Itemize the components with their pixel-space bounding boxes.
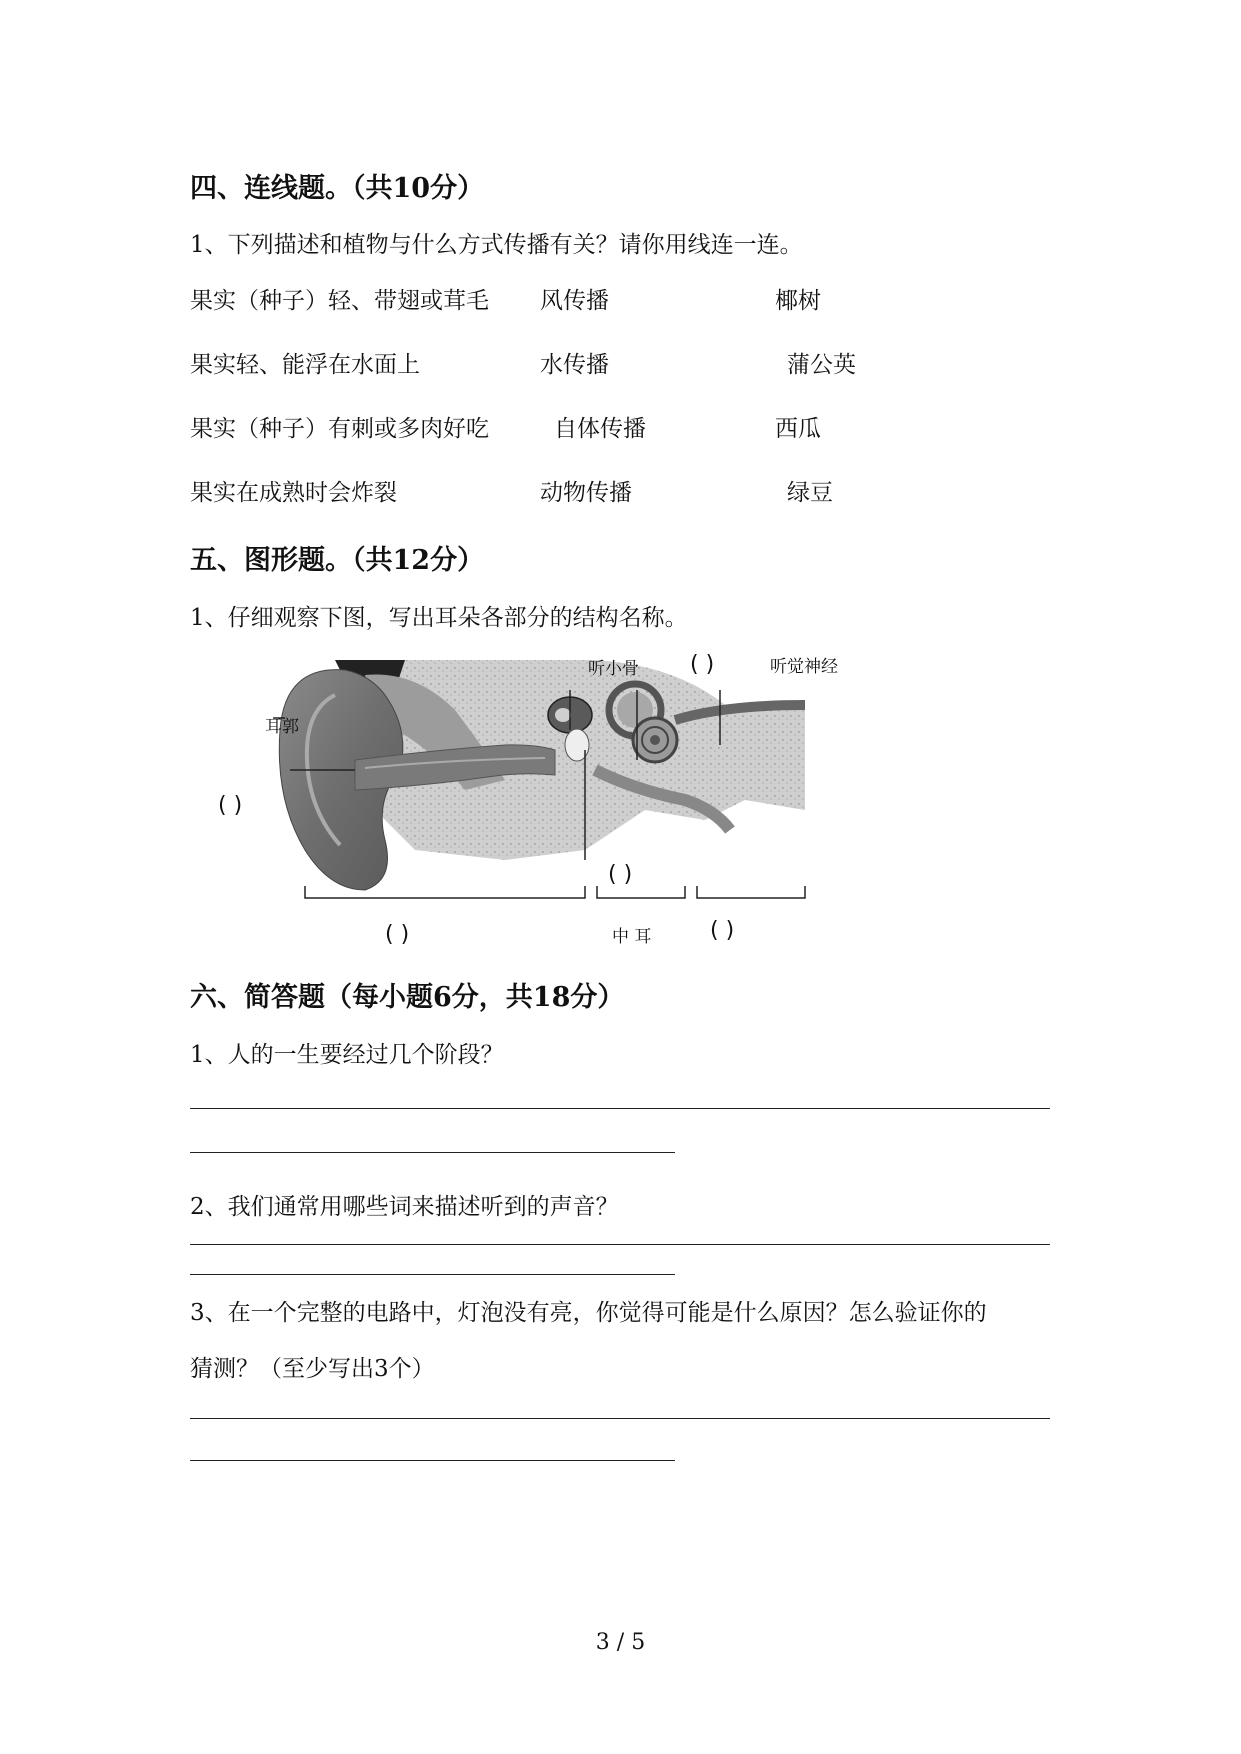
blank-outer-ear: ( ) bbox=[385, 922, 410, 947]
plant-text: 蒲公英 bbox=[787, 352, 856, 378]
description-text: 果实在成熟时会炸裂 bbox=[190, 480, 397, 506]
question-3-line2: 猜测？（至少写出3个） bbox=[190, 1356, 435, 1382]
auditory-nerve-label: 听觉神经 bbox=[770, 657, 838, 677]
section6-heading: 六、简答题（每小题6分，共18分） bbox=[190, 982, 625, 1013]
method-text: 动物传播 bbox=[540, 480, 632, 506]
answer-line[interactable] bbox=[190, 1108, 1050, 1109]
description-text: 果实（种子）有刺或多肉好吃 bbox=[190, 416, 489, 442]
section4-heading: 四、连线题。（共10分） bbox=[190, 173, 485, 204]
plant-text: 椰树 bbox=[775, 288, 821, 314]
answer-line[interactable] bbox=[190, 1460, 675, 1461]
plant-text: 绿豆 bbox=[787, 480, 833, 506]
description-text: 果实轻、能浮在水面上 bbox=[190, 352, 420, 378]
section4-question: 1、下列描述和植物与什么方式传播有关？请你用线连一连。 bbox=[190, 232, 803, 258]
question-1: 1、人的一生要经过几个阶段？ bbox=[190, 1042, 504, 1068]
question-3-line1: 3、在一个完整的电路中，灯泡没有亮，你觉得可能是什么原因？怎么验证你的 bbox=[190, 1300, 987, 1326]
answer-line[interactable] bbox=[190, 1274, 675, 1275]
method-text: 风传播 bbox=[540, 288, 609, 314]
blank-eardrum: ( ) bbox=[608, 862, 633, 887]
answer-line[interactable] bbox=[190, 1152, 675, 1153]
matching-row bbox=[0, 346, 1241, 380]
section5-question: 1、仔细观察下图，写出耳朵各部分的结构名称。 bbox=[190, 605, 688, 631]
blank-ear-canal: ( ) bbox=[218, 793, 243, 818]
section5-heading: 五、图形题。（共12分） bbox=[190, 545, 485, 576]
description-text: 果实（种子）轻、带翅或茸毛 bbox=[190, 288, 489, 314]
matching-row bbox=[0, 282, 1241, 316]
matching-row bbox=[0, 410, 1241, 444]
question-2: 2、我们通常用哪些词来描述听到的声音？ bbox=[190, 1194, 619, 1220]
ossicles-label: 听小骨 bbox=[588, 659, 639, 679]
middle-ear-label: 中 耳 bbox=[612, 927, 652, 947]
page-number: 3 / 5 bbox=[595, 1630, 646, 1655]
answer-line[interactable] bbox=[190, 1244, 1050, 1245]
blank-inner-ear: ( ) bbox=[710, 918, 735, 943]
method-text: 水传播 bbox=[540, 352, 609, 378]
matching-row bbox=[0, 474, 1241, 508]
blank-cochlea: ( ) bbox=[690, 652, 715, 677]
ear-diagram bbox=[205, 650, 825, 960]
answer-line[interactable] bbox=[190, 1418, 1050, 1419]
method-text: 自体传播 bbox=[554, 416, 646, 442]
plant-text: 西瓜 bbox=[775, 416, 821, 442]
auricle-label: 耳郭 bbox=[265, 717, 299, 737]
